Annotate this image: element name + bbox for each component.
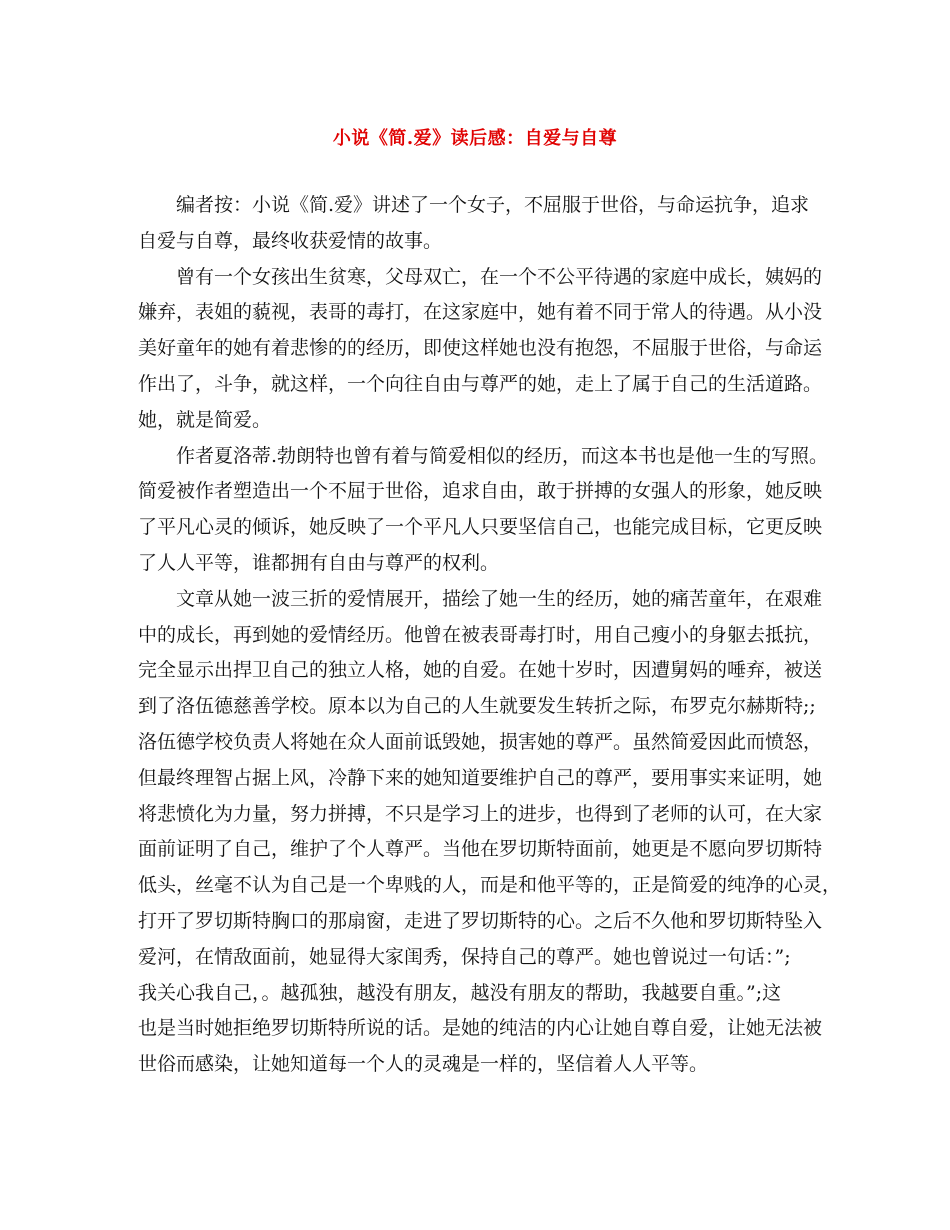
text-line: 嫌弃，表姐的藐视，表哥的毒打，在这家庭中，她有着不同于常人的待遇。从小没 (138, 301, 823, 324)
text-line: 爱河，在情敌面前，她显得大家闺秀，保持自己的尊严。她也曾说过一句话：”; (138, 945, 791, 968)
text-line: 低头，丝毫不认为自己是一个卑贱的人，而是和他平等的，正是简爱的纯净的心灵， (138, 874, 842, 897)
text-line: 编者按：小说《简.爱》讲述了一个女子，不屈服于世俗，与命运抗争，追求 (176, 194, 810, 216)
document-body (138, 188, 842, 1083)
text-line: 到了洛伍德慈善学校。原本以为自己的人生就要发生转折之际，布罗克尔赫斯特;; (138, 695, 816, 718)
paragraph-story (138, 582, 842, 1083)
paragraph-editor-note (138, 188, 816, 260)
text-line: 也是当时她拒绝罗切斯特所说的话。是她的纯洁的内心让她自尊自爱，让她无法被 (138, 1017, 823, 1040)
text-line: 了人人平等，谁都拥有自由与尊严的权利。 (138, 551, 500, 574)
text-line: 了平凡心灵的倾诉，她反映了一个平凡人只要坚信自己，也能完成目标，它更反映 (138, 516, 823, 539)
document-title: 小说《简.爱》读后感：自爱与自尊 (332, 128, 618, 149)
text-line: 美好童年的她有着悲惨的的经历，即使这样她也没有抱怨，不屈服于世俗，与命运 (138, 337, 823, 360)
text-line: 文章从她一波三折的爱情展开，描绘了她一生的经历，她的痛苦童年，在艰难 (176, 587, 823, 610)
text-line: 将悲愤化为力量，努力拼搏，不只是学习上的进步，也得到了老师的认可，在大家 (138, 802, 823, 825)
text-line: 自爱与自尊，最终收获爱情的故事。 (138, 229, 443, 252)
text-line: 她，就是简爱。 (138, 408, 272, 431)
paragraph-author (138, 439, 829, 582)
text-line: 打开了罗切斯特胸口的那扇窗，走进了罗切斯特的心。之后不久他和罗切斯特坠入 (138, 909, 823, 932)
text-line: 洛伍德学校负责人将她在众人面前诋毁她，损害她的尊严。虽然简爱因此而愤怒， (138, 730, 823, 753)
text-line: 完全显示出捍卫自己的独立人格，她的自爱。在她十岁时，因遭舅妈的唾弃，被送 (138, 659, 823, 682)
text-line: 面前证明了自己，维护了个人尊严。当他在罗切斯特面前，她更是不愿向罗切斯特 (138, 838, 823, 861)
text-line: 中的成长，再到她的爱情经历。他曾在被表哥毒打时，用自己瘦小的身躯去抵抗， (138, 623, 823, 646)
text-line: 曾有一个女孩出生贫寒，父母双亡，在一个不公平待遇的家庭中成长，姨妈的 (176, 265, 823, 288)
paragraph-childhood (138, 260, 823, 439)
text-line: 作出了，斗争，就这样，一个向往自由与尊严的她，走上了属于自己的生活道路。 (138, 372, 823, 395)
text-line: 简爱被作者塑造出一个不屈于世俗，追求自由，敢于拼搏的女强人的形象，她反映 (138, 480, 823, 503)
text-line: 作者夏洛蒂.勃朗特也曾有着与简爱相似的经历，而这本书也是他一生的写照。 (176, 444, 829, 467)
text-line: 但最终理智占据上风，冷静下来的她知道要维护自己的尊严，要用事实来证明，她 (138, 766, 823, 789)
text-line: 世俗而感染，让她知道每一个人的灵魂是一样的，坚信着人人平等。 (138, 1053, 709, 1076)
text-line: 我关心我自己，。越孤独，越没有朋友，越没有朋友的帮助，我越要自重。”;这 (138, 981, 782, 1004)
